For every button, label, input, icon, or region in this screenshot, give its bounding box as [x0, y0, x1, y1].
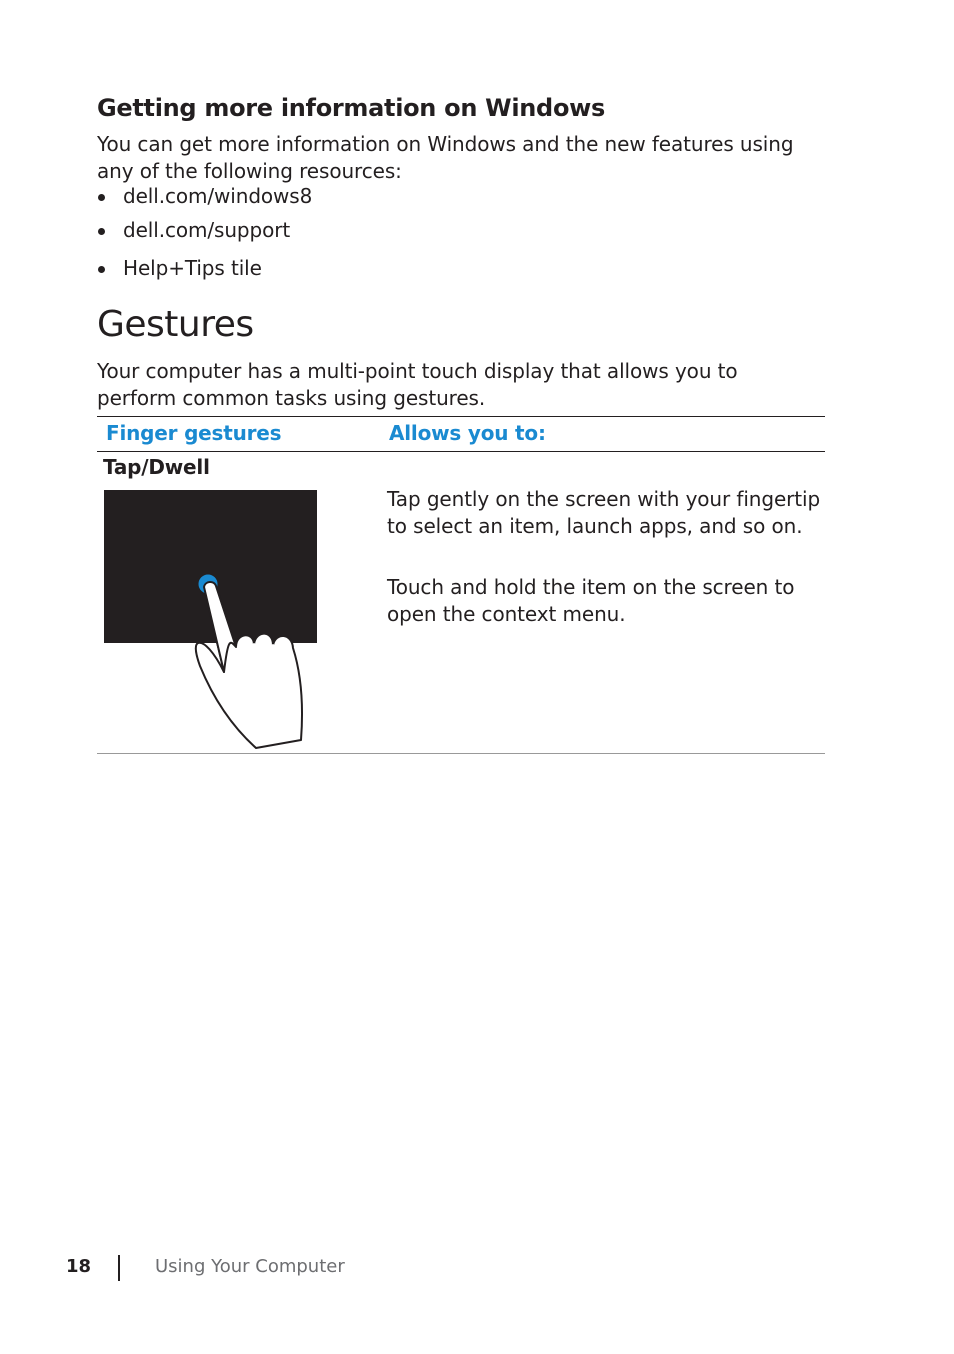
page-number: 18: [66, 1256, 92, 1277]
bullet-icon: [98, 266, 105, 273]
bullet-icon: [98, 194, 105, 201]
table-bottom-rule: [97, 753, 825, 754]
list-item: [123, 218, 290, 242]
gestures-intro: Your computer has a multi-point touch display that allows you to perform common tasks using gestures.: [97, 359, 738, 410]
table-header-allows: Allows you to:: [389, 421, 546, 445]
resource-item: Help+Tips tile: [123, 256, 262, 280]
section-intro: You can get more information on Windows and the new features using any of the following resources:: [97, 132, 794, 183]
resource-link: dell.com/support: [123, 218, 291, 242]
list-item: [123, 184, 312, 208]
gesture-name: Tap/Dwell: [103, 455, 210, 479]
gesture-description-dwell: Touch and hold the item on the screen to open the context menu.: [387, 575, 795, 626]
page-title: Gestures: [97, 304, 254, 345]
table-header-rule: [97, 451, 825, 452]
resource-link: dell.com/windows8: [123, 184, 313, 208]
tap-dwell-illustration: [104, 490, 317, 754]
bullet-icon: [98, 228, 105, 235]
table-header-gesture: Finger gestures: [106, 421, 282, 445]
tap-dwell-hand-icon: [104, 490, 317, 750]
table-top-rule: [97, 416, 825, 417]
footer-separator: [118, 1255, 120, 1281]
list-item: [123, 256, 262, 280]
section-heading: Getting more information on Windows: [97, 94, 605, 122]
chapter-title: Using Your Computer: [155, 1256, 345, 1277]
gesture-description-tap: Tap gently on the screen with your fingertip to select an item, launch apps, and so on.: [387, 487, 821, 538]
